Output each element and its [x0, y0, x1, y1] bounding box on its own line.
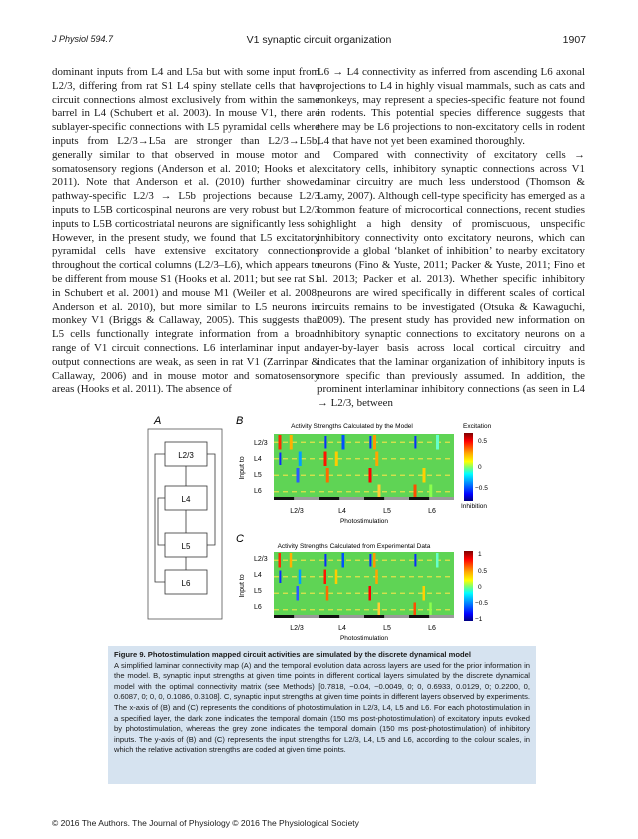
left-paragraph: dominant inputs from L4 and L5a but with some input from L2/3, differing from rat S1 L4 spiny stellate cells that have circuit connections almost exclusively from within the same barrel in L4 (Schubert et al. 2003). In mouse V1, there are sublayer-specific connections with L5 pyramidal cells where inputs from L2/3→L5a are stronger than L2/3→L5b, generally similar to that observed in mouse motor and somatosensory regions (Anderson et al. 2010; Hooks et al. 2011). Note that Anderson et al. (2010) further showed pathway-specific L2/3 → L5b projections because L2/3 inputs to L5B corticospinal neurons are very robust but L2/3 inputs to L5B corticostriatal neurons are significantly less so. However, in the present study, we found that L5 excitatory pyramidal cells have extensive excitatory connections throughout the cortical columns (L2/3–L6), which appears to be different from mouse S1 (Hooks et al. 2011; but see rat S1 in Schubert et al. 2001) and mouse M1 (Weiler et al. 2008; Anderson et al. 2010), but more similar to L5 neurons in monkey V1 (Briggs & Callaway, 2005). This suggests that L5 cells functionally integrate information from a broad range of V1 circuit connections. L6 interlaminar input and output connections are weak, as seen in rat V1 (Zarrinpar & Callaway, 2006) and in mouse motor and somatosensory areas (Hooks et al. 2011). The absence of [52, 66, 320, 396]
svg-text:L5: L5 [181, 542, 191, 551]
stim-grey-zone [384, 497, 409, 500]
heatmap-spike [375, 452, 378, 467]
heatmap-spike [326, 586, 329, 601]
colorbar-b-tick-1: 0 [478, 464, 482, 471]
stim-grey-zone [384, 615, 409, 618]
panel-c-xlabel: Photostimulation [339, 635, 389, 642]
panel-b-xlabel-l4: L4 [338, 508, 346, 515]
panel-b-xlabel-l5: L5 [383, 508, 391, 515]
stim-grey-zone [339, 615, 364, 618]
heatmap-spike [414, 603, 417, 618]
panel-c-xlabel-l5: L5 [383, 625, 391, 632]
panel-c-label: C [236, 533, 244, 545]
copyright-footer: © 2016 The Authors. The Journal of Physiology © 2016 The Physiological Society [52, 818, 359, 828]
inhibition-label: Inhibition [461, 503, 488, 510]
heatmap-c [274, 552, 454, 618]
panel-b-xlabel-l23: L2/3 [290, 508, 304, 515]
heatmap-spike [378, 485, 381, 500]
panel-c-xlabel-l4: L4 [338, 625, 346, 632]
heatmap-spike [423, 468, 426, 483]
stim-grey-zone [339, 497, 364, 500]
panel-b-xlabel-l6: L6 [428, 508, 436, 515]
right-paragraph-1: L6 → L4 connectivity as inferred from ascending L6 axonal projections to L4 in highly visual mammals, such as cats and monkeys, may represent a species-specific feature not found in rodents. This potential species difference suggests that there may be L6 projections to non-excitatory cells in rodent L4 that have not yet been examined thoroughly. [317, 66, 585, 147]
panel-b-ylabel: Input to [239, 456, 246, 480]
colorbar-b-tick-2: −0.5 [475, 485, 488, 492]
heatmap-spike [324, 452, 327, 467]
stim-dark-zone [319, 615, 339, 618]
heatmap-spike [279, 435, 282, 450]
heatmap-spike [342, 553, 345, 568]
colorbar-c-tick-1: 0.5 [478, 568, 488, 575]
heatmap-spike [297, 468, 300, 483]
heatmap-spike [324, 570, 327, 585]
heatmap-spike [429, 603, 432, 618]
heatmap-spike [423, 586, 426, 601]
colorbar-b-tick-0: 0.5 [478, 438, 488, 445]
heatmap-spike [290, 435, 293, 450]
stim-dark-zone [274, 615, 294, 618]
svg-text:L2/3: L2/3 [178, 451, 194, 460]
stim-dark-zone [319, 497, 339, 500]
stim-grey-zone [429, 615, 454, 618]
panel-b-xlabel: Photostimulation [339, 518, 389, 525]
model-box-l23 [165, 442, 207, 466]
heatmap-spike [335, 452, 338, 467]
heatmap-spike [299, 570, 302, 585]
running-title: V1 synaptic circuit organization [246, 34, 392, 46]
stim-dark-zone [274, 497, 294, 500]
heatmap-inhibition-band [414, 436, 416, 449]
figure-9 [148, 414, 498, 642]
heatmap-spike [414, 485, 417, 500]
heatmap-spike [373, 553, 376, 568]
panel-b-title: Activity Strengths Calculated by the Model [291, 423, 413, 430]
panel-c-ylabel: Input to [239, 574, 246, 598]
panel-c-ylabel-l23: L2/3 [254, 556, 268, 563]
heatmap-spike [369, 586, 372, 601]
panel-b-ylabel-l23: L2/3 [254, 440, 268, 447]
heatmap-spike [436, 435, 439, 450]
stim-dark-zone [364, 497, 384, 500]
panel-b-label: B [236, 415, 244, 427]
heatmap-inhibition-band [414, 554, 416, 567]
svg-text:L4: L4 [181, 495, 191, 504]
panel-c-ylabel-l5: L5 [254, 588, 262, 595]
model-box-l6 [165, 570, 207, 594]
stim-dark-zone [409, 497, 429, 500]
colorbar-c-tick-2: 0 [478, 584, 482, 591]
heatmap-inhibition-band [279, 453, 281, 466]
panel-a-label: A [154, 415, 162, 427]
heatmap-spike [335, 570, 338, 585]
model-box-l4 [165, 486, 207, 510]
stim-grey-zone [429, 497, 454, 500]
colorbar-c [464, 551, 473, 621]
colorbar-c-tick-4: −1 [475, 616, 483, 623]
panel-b-ylabel-l5: L5 [254, 472, 262, 479]
panel-c-title: Activity Strengths Calculated from Experimental Data [277, 543, 431, 550]
heatmap-spike [429, 485, 432, 500]
right-paragraph-2: Compared with connectivity of excitatory cells → excitatory cells, inhibitory synaptic connections across V1 laminar circuitry are much less understood (Thomson & Lamy, 2007). Although cell-type specificity has emerged as a common feature of microcortical connections, recent studies highlight a high density of promiscuous, unspecific inhibitory connectivity onto excitatory neurons, which can provide a global ‘blanket of inhibition’ to nearby excitatory neurons (Fino & Yuste, 2011; Packer & Yuste, 2011; Fino et al. 2013; Packer et al. 2013). Whether specific inhibitory neurons are wired specifically in different scales of cortical circuits remains to be investigated (Otsuka & Kawaguchi, 2009). The present study has provided new information on inhibitory synaptic connections to excitatory neurons on a layer-by-layer basis across local cortical circuitry and indicates that the laminar organization of inhibitory inputs is more specific than previously assumed. In addition, the prominent interlaminar inhibitory connections (as seen in L4 → L2/3, between [317, 148, 585, 410]
heatmap-spike [279, 553, 282, 568]
caption-body: A simplified laminar connectivity map (A) and the temporal evolution data across layers are used for the prior information in the model. B, synaptic input strengths at given time points in different cortical layers simulated by the discrete dynamical model with the optimal connectivity matrix (see Methods) [0.7818, −0.04, −0.0049, 0; 0, 0.6933, 0.0129, 0; 0.2200, 0, 0.6087, 0; 0, 0, 0.1086, 0.3108]. C, synaptic input strengths at given time points in different layers observed by experiments. The x-axis of (B) and (C) represents the conditions of photostimulation in L2/3, L4, L5 and L6. For each photostimulation in a specified layer, the dark zone indicates the temporal domain (150 ms post-photostimulation) of excitatory inputs evoked by photostimulation, whereas the grey zone indicates the temporal domain (150 ms post-photostimulation) of inhibitory inputs. The y-axis of (B) and (C) represents the input strengths for L2/3, L4, L5 and L6, according to the colour scales, in which the relative activation strengths are coded at given time points. [114, 660, 530, 755]
stim-grey-zone [294, 497, 319, 500]
panel-c-ylabel-l6: L6 [254, 604, 262, 611]
journal-name: J Physiol 594.7 [52, 34, 114, 44]
right-column [317, 66, 585, 411]
colorbar-c-tick-3: −0.5 [475, 600, 488, 607]
heatmap-spike [326, 468, 329, 483]
colorbar-b [464, 433, 473, 501]
heatmap-spike [299, 452, 302, 467]
panel-b-ylabel-l6: L6 [254, 488, 262, 495]
connection-arrows [155, 454, 215, 582]
svg-text:L6: L6 [181, 579, 191, 588]
heatmap-spike [373, 435, 376, 450]
model-box-l5 [165, 533, 207, 557]
caption-title: Figure 9. Photostimulation mapped circuit activities are simulated by the discrete dynamical model [114, 650, 472, 659]
heatmap-spike [290, 553, 293, 568]
heatmap-inhibition-band [324, 554, 326, 567]
heatmap-inhibition-band [369, 436, 371, 449]
heatmap-spike [436, 553, 439, 568]
panel-c-xlabel-l6: L6 [428, 625, 436, 632]
panel-c-xlabel-l23: L2/3 [290, 625, 304, 632]
left-column [52, 66, 320, 397]
heatmap-inhibition-band [369, 554, 371, 567]
excitation-label: Excitation [463, 423, 492, 430]
colorbar-c-tick-0: 1 [478, 551, 482, 558]
panel-c-ylabel-l4: L4 [254, 572, 262, 579]
heatmap-inhibition-band [279, 571, 281, 584]
figure-svg [148, 414, 498, 642]
heatmap-spike [375, 570, 378, 585]
heatmap-spike [369, 468, 372, 483]
page-number: 1907 [562, 34, 586, 46]
stim-dark-zone [364, 615, 384, 618]
heatmap-spike [297, 586, 300, 601]
figure-caption [108, 646, 536, 784]
stim-dark-zone [409, 615, 429, 618]
heatmap-spike [342, 435, 345, 450]
heatmap-b [274, 434, 454, 500]
panel-b-ylabel-l4: L4 [254, 456, 262, 463]
heatmap-spike [378, 603, 381, 618]
stim-grey-zone [294, 615, 319, 618]
heatmap-inhibition-band [324, 436, 326, 449]
